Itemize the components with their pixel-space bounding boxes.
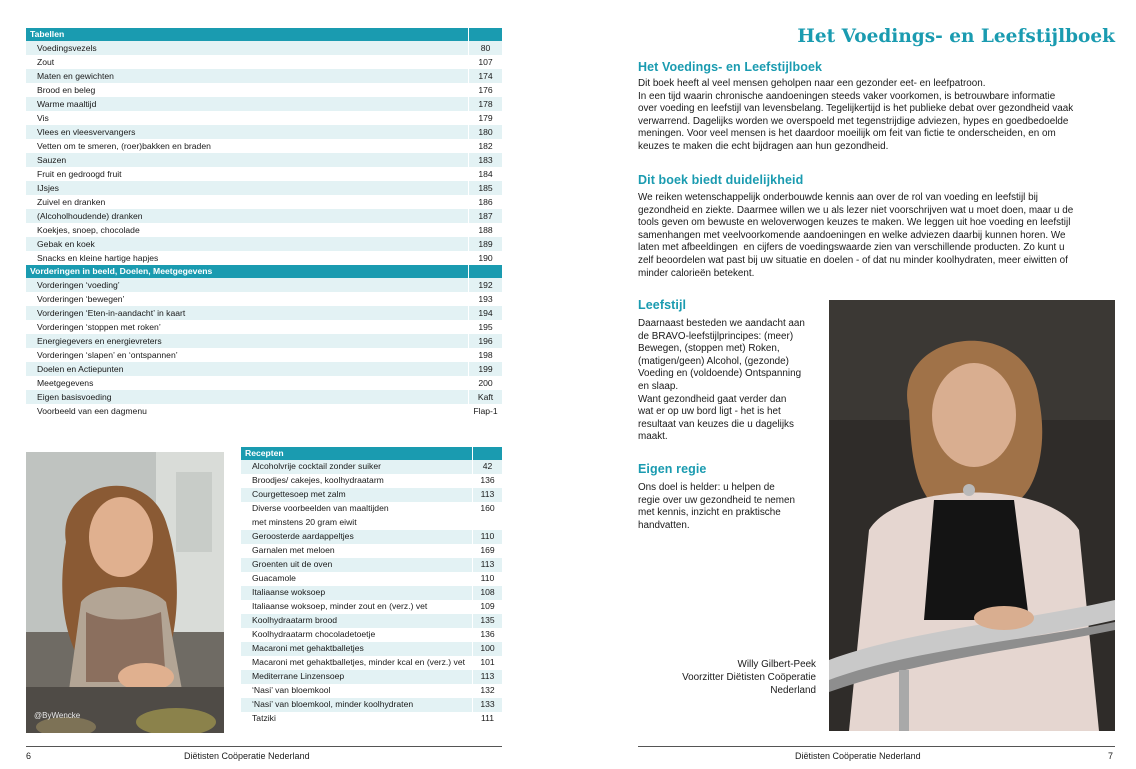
- row-label: Vorderingen ‘voeding’: [37, 280, 120, 290]
- footer-divider-right: [638, 746, 1115, 747]
- row-label: Macaroni met gehaktballetjes, minder kcal en (verz.) vet: [252, 656, 466, 667]
- section-body-3: [638, 318, 805, 444]
- row-label: Broodjes/ cakejes, koolhydraatarm: [252, 475, 384, 485]
- table-row: [26, 125, 502, 139]
- row-page-number: Kaft: [468, 390, 502, 404]
- body-line: laten met afbeeldingen en cijfers de voedingswaarde zien van verschillende producten. Zo kunt u: [638, 242, 1065, 254]
- row-page-number: 108: [472, 586, 502, 600]
- row-label: IJsjes: [37, 183, 59, 193]
- row-page-number: 42: [472, 460, 502, 474]
- table-row: [26, 83, 502, 97]
- footer-divider-left: [26, 746, 502, 747]
- row-label: Diverse voorbeelden van maaltijden met minstens 20 gram eiwit: [252, 503, 389, 527]
- row-page-number: 136: [472, 474, 502, 488]
- toc-table: [26, 28, 502, 418]
- row-page-number: 188: [468, 223, 502, 237]
- row-label: Courgettesoep met zalm: [252, 489, 346, 499]
- row-label: Eigen basisvoeding: [37, 392, 112, 402]
- table-row: [26, 223, 502, 237]
- table-row: [26, 195, 502, 209]
- body-line: de BRAVO-leefstijlprincipes: (meer): [638, 330, 794, 342]
- body-line: Bewegen, (stoppen met) Roken,: [638, 343, 780, 355]
- row-page-number: 109: [472, 600, 502, 614]
- footer-text-right: Diëtisten Coöperatie Nederland: [795, 751, 921, 761]
- signature-role-line1: Voorzitter Diëtisten Coöperatie: [682, 672, 816, 683]
- row-label: ‘Nasi’ van bloemkool, minder koolhydraten: [252, 698, 414, 709]
- row-page-number: Flap-1: [468, 404, 502, 418]
- row-page-number: 194: [468, 306, 502, 320]
- table-row: [241, 586, 502, 600]
- portrait-photo-left: [26, 452, 224, 733]
- body-line: zelf beoordelen wat past bij uw situatie en doelen - of dat nu minder koolhydraten, meer eiwitten of: [638, 254, 1068, 266]
- section-heading-2: Dit boek biedt duidelijkheid: [638, 173, 804, 187]
- table-row: [241, 474, 502, 488]
- body-line: We reiken wetenschappelijk onderbouwde kennis aan over de rol van voeding en leefstijl bij: [638, 192, 1038, 203]
- row-page-number: 183: [468, 153, 502, 167]
- signature-role-line2: Nederland: [770, 685, 816, 696]
- row-label: Fruit en gedroogd fruit: [37, 169, 122, 179]
- row-label: Vis: [37, 113, 49, 123]
- row-page-number: 195: [468, 320, 502, 334]
- row-page-number: 192: [468, 278, 502, 292]
- body-line: regie over uw gezondheid te nemen: [638, 494, 796, 506]
- body-line: (matigen/geen) Alcohol, (gezonde): [638, 355, 789, 367]
- table-row: [241, 460, 502, 474]
- row-page-number: 101: [472, 656, 502, 670]
- table-row: [241, 502, 502, 530]
- row-label: Voedingsvezels: [37, 43, 97, 53]
- row-page-number: 107: [468, 55, 502, 69]
- row-label: Alcoholvrije cocktail zonder suiker: [252, 461, 381, 471]
- row-page-number: 187: [468, 209, 502, 223]
- row-page-number: 174: [468, 69, 502, 83]
- table-row: [241, 614, 502, 628]
- table-row: [241, 670, 502, 684]
- row-page-number: 184: [468, 167, 502, 181]
- table-row: [241, 698, 502, 712]
- body-line: over voeding en leefstijl van levensbelang. Tegelijkertijd is het publieke debat over gezondheid vaak: [638, 103, 1074, 115]
- row-page-number: 196: [468, 334, 502, 348]
- row-page-number: 160: [472, 502, 502, 530]
- table-row: [26, 237, 502, 251]
- table-row: [26, 41, 502, 55]
- row-label: ‘Nasi’ van bloemkool: [252, 684, 331, 695]
- row-label: Italiaanse woksoep: [252, 586, 326, 597]
- table-row: [241, 656, 502, 670]
- table-row: [241, 530, 502, 544]
- table-row: [241, 628, 502, 642]
- row-label: Zout: [37, 57, 55, 67]
- row-label: Zuivel en dranken: [37, 197, 106, 207]
- toc-vorderingen-header: Vorderingen in beeld, Doelen, Meetgegevens: [26, 265, 502, 278]
- row-label: (Alcoholhoudende) dranken: [37, 211, 143, 221]
- portrait-illustration-right: [829, 300, 1115, 731]
- row-page-number: 133: [472, 698, 502, 712]
- row-page-number: 111: [472, 712, 502, 726]
- row-label: Snacks en kleine hartige hapjes: [37, 253, 159, 263]
- table-row: [241, 642, 502, 656]
- row-page-number: 180: [468, 125, 502, 139]
- table-row: [26, 376, 502, 390]
- row-label: Sauzen: [37, 155, 67, 165]
- row-label: Vetten om te smeren, (roer)bakken en braden: [37, 141, 211, 151]
- table-row: [26, 404, 502, 418]
- toc-tabellen-rows: [26, 41, 502, 265]
- body-line: Ons doel is helder: u helpen de: [638, 482, 775, 493]
- row-label: Meetgegevens: [37, 378, 94, 388]
- row-label: Vorderingen ‘slapen’ en ‘ontspannen’: [37, 350, 178, 360]
- table-row: [26, 55, 502, 69]
- page-number-left: 6: [26, 751, 32, 761]
- body-line: resultaat van keuzes die u dagelijks: [638, 418, 794, 430]
- recepten-rows: [241, 460, 502, 726]
- row-page-number: 179: [468, 111, 502, 125]
- body-line: meningen. Voor veel mensen is het daardoor moeilijk om feit van fictie te onderscheiden, en om: [638, 128, 1056, 140]
- row-page-number: 113: [472, 670, 502, 684]
- row-label: Voorbeeld van een dagmenu: [37, 406, 147, 416]
- table-row: [26, 181, 502, 195]
- section-heading-4: Eigen regie: [638, 462, 707, 476]
- table-row: [26, 320, 502, 334]
- signature-name: Willy Gilbert-Peek: [737, 659, 816, 670]
- row-label: Koekjes, snoep, chocolade: [37, 225, 140, 235]
- row-label: Guacamole: [252, 572, 296, 583]
- body-line: keuzes te maken die echt bijdragen aan hun gezondheid.: [638, 140, 889, 152]
- row-label: Vlees en vleesvervangers: [37, 127, 136, 137]
- row-label: Tatziki: [252, 712, 276, 723]
- row-label: Mediterrane Linzensoep: [252, 670, 345, 681]
- body-line: Voeding en (voldoende) Ontspanning: [638, 368, 802, 380]
- table-row: [26, 348, 502, 362]
- body-line: gezondheid en ziekte. Daarmee willen we u als lezer niet voorschrijven wat u moet doen, maar u de: [638, 204, 1074, 216]
- body-line: In een tijd waarin chronische aandoeningen steeds vaker voorkomen, is betrouwbare informatie: [638, 90, 1056, 102]
- body-line: Dit boek heeft al veel mensen geholpen naar een gezonder eet- en leefpatroon.: [638, 78, 986, 89]
- table-row: [26, 153, 502, 167]
- recepten-table: [241, 447, 502, 726]
- table-row: [26, 390, 502, 404]
- row-label: Gebak en koek: [37, 239, 95, 249]
- row-page-number: 193: [468, 292, 502, 306]
- row-page-number: 200: [468, 376, 502, 390]
- table-row: [26, 306, 502, 320]
- body-line: samenhangen met veelvoorkomende aandoeningen en welke adviezen daarbij kunnen horen. We: [638, 229, 1066, 241]
- row-label: Italiaanse woksoep, minder zout en (verz.) vet: [252, 600, 428, 611]
- section-body-1: [638, 78, 1073, 154]
- row-label: Garnalen met meloen: [252, 544, 335, 555]
- row-page-number: 190: [468, 251, 502, 265]
- row-label: Brood en beleg: [37, 85, 96, 95]
- row-label: Vorderingen ‘bewegen’: [37, 294, 125, 304]
- row-label: Energiegevers en energievreters: [37, 336, 162, 346]
- row-label: Warme maaltijd: [37, 99, 97, 109]
- body-line: handvatten.: [638, 519, 690, 531]
- section-heading-1: Het Voedings- en Leefstijlboek: [638, 60, 823, 74]
- footer-text-left: Diëtisten Coöperatie Nederland: [184, 751, 310, 761]
- table-row: [241, 558, 502, 572]
- row-page-number: 186: [468, 195, 502, 209]
- row-label: Vorderingen ‘Eten-in-aandacht’ in kaart: [37, 308, 186, 318]
- row-page-number: 110: [472, 530, 502, 544]
- row-page-number: 80: [468, 41, 502, 55]
- body-line: minder calorieën betekent.: [638, 267, 755, 279]
- photo-credit: @ByWencke: [34, 711, 81, 720]
- row-page-number: 199: [468, 362, 502, 376]
- row-page-number: 176: [468, 83, 502, 97]
- body-line: tools geven om bewuste en weloverwogen keuzes te maken. We leggen uit hoe voeding en leefstijl: [638, 217, 1071, 229]
- table-row: [26, 251, 502, 265]
- row-page-number: 182: [468, 139, 502, 153]
- row-page-number: 185: [468, 181, 502, 195]
- table-row: [241, 544, 502, 558]
- body-line: verwarrend. Dagelijks worden we overspoeld met tegenstrijdige adviezen, hypes en goedbedoelde: [638, 115, 1069, 127]
- table-row: [241, 600, 502, 614]
- table-row: [26, 278, 502, 292]
- portrait-photo-right: [829, 300, 1115, 731]
- portrait-illustration-left: [26, 452, 224, 733]
- row-label: Koolhydraatarm brood: [252, 614, 338, 625]
- table-row: [26, 111, 502, 125]
- body-line: en slaap.: [638, 380, 679, 392]
- row-page-number: 178: [468, 97, 502, 111]
- row-label: Koolhydraatarm chocoladetoetje: [252, 628, 376, 639]
- row-label: Vorderingen ‘stoppen met roken’: [37, 322, 161, 332]
- body-line: wat er op uw bord ligt - het is het: [638, 406, 781, 418]
- row-page-number: 110: [472, 572, 502, 586]
- recepten-header: Recepten: [241, 447, 502, 460]
- body-line: met kennis, inzicht en praktische: [638, 507, 781, 519]
- body-line: maakt.: [638, 431, 668, 443]
- row-page-number: 136: [472, 628, 502, 642]
- row-page-number: 132: [472, 684, 502, 698]
- signature-block: [682, 658, 816, 697]
- toc-tabellen-header: Tabellen: [26, 28, 502, 41]
- section-body-2: [638, 192, 1073, 280]
- table-row: [26, 362, 502, 376]
- row-label: Groenten uit de oven: [252, 558, 333, 569]
- table-row: [26, 209, 502, 223]
- table-row: [241, 712, 502, 726]
- row-page-number: 100: [472, 642, 502, 656]
- row-page-number: 113: [472, 558, 502, 572]
- row-page-number: 113: [472, 488, 502, 502]
- table-row: [26, 69, 502, 83]
- row-label: Macaroni met gehaktballetjes: [252, 642, 364, 653]
- table-row: [241, 684, 502, 698]
- table-row: [26, 334, 502, 348]
- table-row: [26, 139, 502, 153]
- page-title: Het Voedings- en Leefstijlboek: [797, 26, 1115, 47]
- row-label: Geroosterde aardappeltjes: [252, 530, 354, 541]
- body-line: Want gezondheid gaat verder dan: [638, 393, 787, 405]
- table-row: [26, 97, 502, 111]
- table-row: [26, 292, 502, 306]
- row-page-number: 135: [472, 614, 502, 628]
- row-page-number: 169: [472, 544, 502, 558]
- table-row: [241, 572, 502, 586]
- page-number-right: 7: [1108, 751, 1114, 761]
- toc-vorderingen-rows: [26, 278, 502, 418]
- body-line: Daarnaast besteden we aandacht aan: [638, 318, 805, 329]
- row-page-number: 198: [468, 348, 502, 362]
- row-label: Doelen en Actiepunten: [37, 364, 124, 374]
- table-row: [26, 167, 502, 181]
- table-row: [241, 488, 502, 502]
- row-label: Maten en gewichten: [37, 71, 114, 81]
- section-heading-3: Leefstijl: [638, 298, 687, 312]
- row-page-number: 189: [468, 237, 502, 251]
- section-body-4: [638, 482, 795, 532]
